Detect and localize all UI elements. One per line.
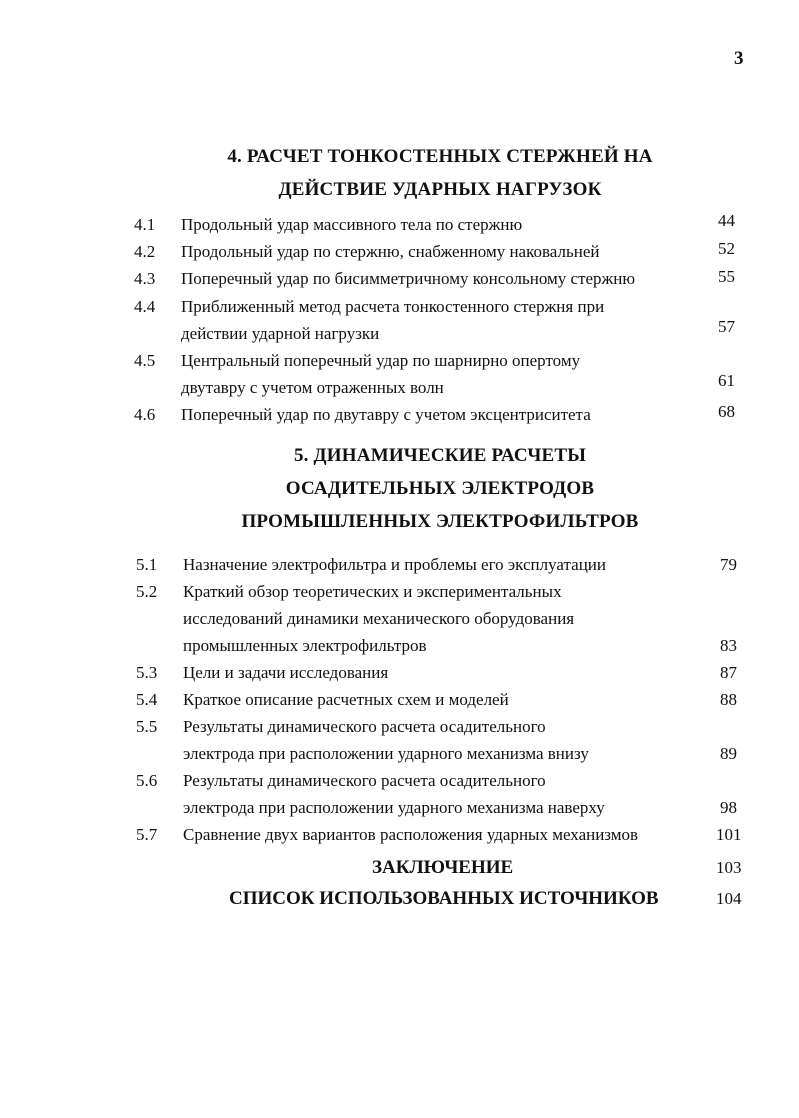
entry-title: Краткое описание расчетных схем и моделей xyxy=(183,690,509,709)
entry-number: 4.2 xyxy=(134,242,156,261)
entry-title: Продольный удар по стержню, снабженному наковальней xyxy=(181,242,600,261)
entry-number: 4.5 xyxy=(134,351,156,370)
entry-number: 5.3 xyxy=(136,663,158,682)
entry-page: 89 xyxy=(720,744,737,763)
entry-title-continuation: исследований динамики механического оборудования xyxy=(183,609,575,628)
entry-page: 79 xyxy=(720,555,737,574)
entry-number: 5.5 xyxy=(136,717,158,736)
entry-title: Результаты динамического расчета осадительного xyxy=(183,771,546,790)
section5-heading-line3: ПРОМЫШЛЕННЫХ ЭЛЕКТРОФИЛЬТРОВ xyxy=(241,511,639,532)
entry-number: 5.4 xyxy=(136,690,158,709)
entry-title: Цели и задачи исследования xyxy=(183,663,389,682)
entry-page: 101 xyxy=(716,825,742,844)
entry-title: Приближенный метод расчета тонкостенного стержня при xyxy=(181,297,605,316)
entry-title: Продольный удар массивного тела по стержню xyxy=(181,215,523,234)
entry-title: Центральный поперечный удар по шарнирно опертому xyxy=(181,351,581,370)
references-title: СПИСОК ИСПОЛЬЗОВАННЫХ ИСТОЧНИКОВ xyxy=(229,888,659,909)
entry-number: 4.6 xyxy=(134,405,156,424)
section5-heading-line1: 5. ДИНАМИЧЕСКИЕ РАСЧЕТЫ xyxy=(293,445,587,466)
entry-number: 4.4 xyxy=(134,297,156,316)
entry-page: 44 xyxy=(718,211,735,230)
section5-heading-line2: ОСАДИТЕЛЬНЫХ ЭЛЕКТРОДОВ xyxy=(285,478,595,499)
entry-page: 68 xyxy=(718,402,735,421)
entry-number: 4.1 xyxy=(134,215,156,234)
entry-number: 5.2 xyxy=(136,582,158,601)
conclusion-title: ЗАКЛЮЧЕНИЕ xyxy=(372,857,514,878)
entry-title: Поперечный удар по двутавру с учетом эксцентриситета xyxy=(181,405,591,424)
entry-title: Назначение электрофильтра и проблемы его эксплуатации xyxy=(183,555,606,574)
entry-title-continuation: промышленных электрофильтров xyxy=(183,636,427,655)
page-number: 3 xyxy=(734,48,744,69)
entry-number: 5.7 xyxy=(136,825,158,844)
entry-title-continuation: электрода при расположении ударного механизма наверху xyxy=(183,798,605,817)
entry-title-continuation: действии ударной нагрузки xyxy=(181,324,380,343)
entry-title: Результаты динамического расчета осадительного xyxy=(183,717,546,736)
entry-page: 61 xyxy=(718,371,735,390)
entry-title: Сравнение двух вариантов расположения ударных механизмов xyxy=(183,825,639,844)
entry-page: 103 xyxy=(716,858,742,877)
entry-page: 52 xyxy=(718,239,735,258)
entry-number: 5.6 xyxy=(136,771,158,790)
entry-title-continuation: электрода при расположении ударного механизма внизу xyxy=(183,744,589,763)
section4-heading-line2: ДЕЙСТВИЕ УДАРНЫХ НАГРУЗОК xyxy=(278,179,602,200)
section4-heading-line1: 4. РАСЧЕТ ТОНКОСТЕННЫХ СТЕРЖНЕЙ НА xyxy=(227,146,653,167)
entry-page: 88 xyxy=(720,690,737,709)
entry-number: 5.1 xyxy=(136,555,158,574)
entry-page: 83 xyxy=(720,636,737,655)
entry-title: Поперечный удар по бисимметричному консольному стержню xyxy=(181,269,636,288)
entry-title: Краткий обзор теоретических и экспериментальных xyxy=(183,582,562,601)
entry-page: 55 xyxy=(718,267,735,286)
entry-title-continuation: двутавру с учетом отраженных волн xyxy=(181,378,444,397)
entry-page: 98 xyxy=(720,798,737,817)
entry-page: 87 xyxy=(720,663,737,682)
entry-page: 104 xyxy=(716,889,742,908)
entry-number: 4.3 xyxy=(134,269,156,288)
entry-page: 57 xyxy=(718,317,735,336)
